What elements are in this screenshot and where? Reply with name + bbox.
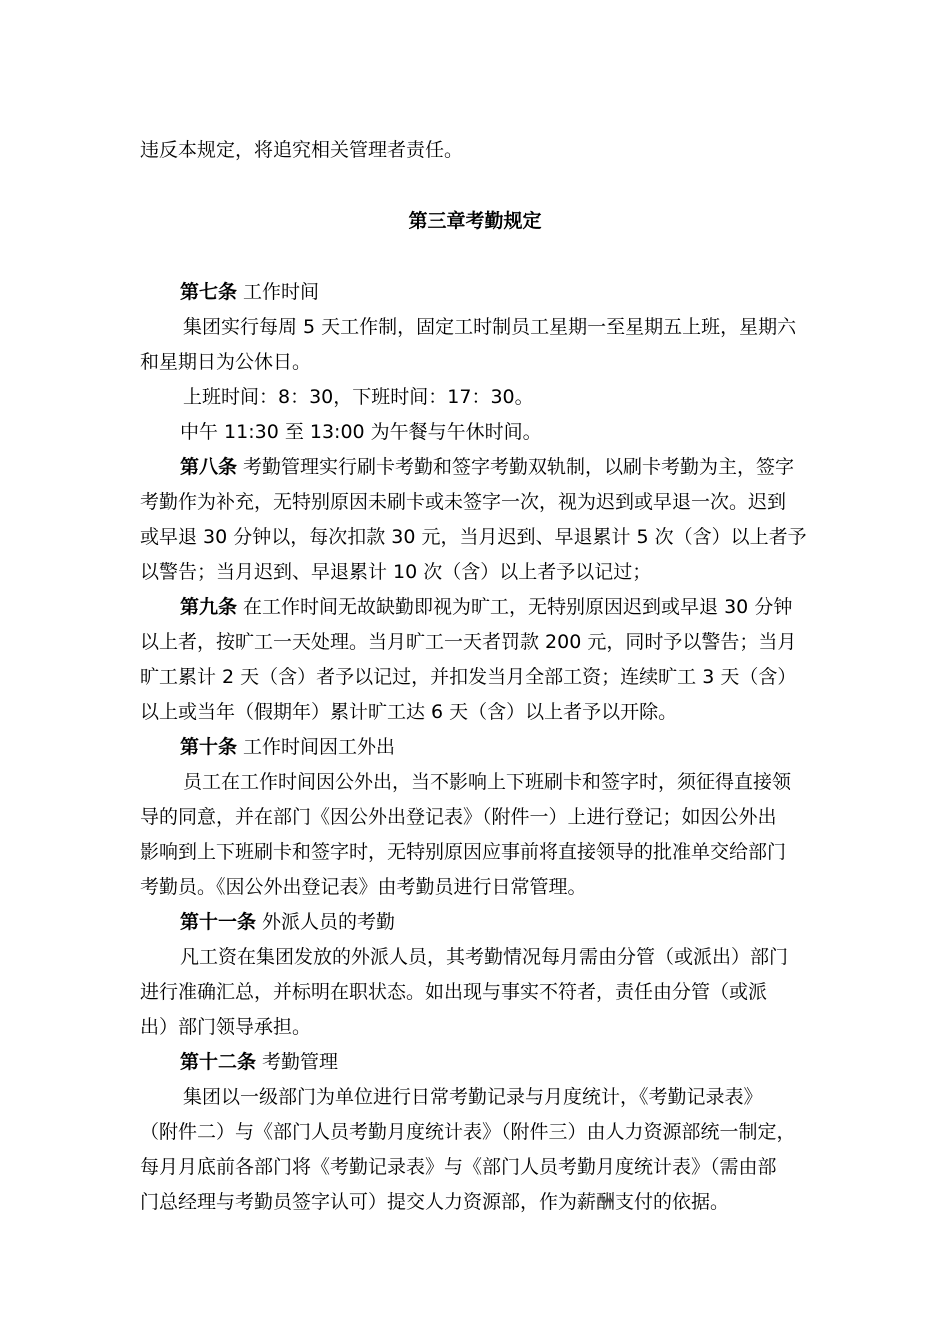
- article-12-title: 考勤管理: [256, 1051, 339, 1073]
- article-9-line-1: [180, 593, 870, 621]
- article-10-label: 第十条: [180, 736, 238, 758]
- article-7-heading-line: [180, 278, 870, 306]
- paragraph-line: 违反本规定，将追究相关管理者责任。: [140, 139, 464, 161]
- paragraph-line: 旷工累计 2 天（含）者予以记过，并扣发当月全部工资；连续旷工 3 天（含）: [140, 666, 797, 688]
- paragraph-line: 影响到上下班刷卡和签字时，无特别原因应事前将直接领导的批准单交给部门: [140, 841, 787, 863]
- paragraph-line: 门总经理与考勤员签字认可）提交人力资源部，作为薪酬支付的依据。: [140, 1191, 730, 1213]
- article-11-heading-line: [180, 908, 870, 936]
- paragraph-line: 员工在工作时间因公外出，当不影响上下班刷卡和签字时，须征得直接领: [183, 771, 792, 793]
- paragraph-line: 导的同意，并在部门《因公外出登记表》（附件一）上进行登记；如因公外出: [140, 806, 777, 828]
- paragraph-line: 和星期日为公休日。: [140, 351, 312, 373]
- paragraph-line: 集团以一级部门为单位进行日常考勤记录与月度统计，《考勤记录表》: [183, 1086, 763, 1108]
- paragraph-line: 考勤作为补充，无特别原因未刷卡或未签字一次，视为迟到或早退一次。迟到: [140, 491, 787, 513]
- chapter-title: 第三章考勤规定: [408, 210, 542, 232]
- paragraph-line: 上班时间：8：30，下班时间：17：30。: [183, 386, 534, 408]
- article-11-title: 外派人员的考勤: [256, 911, 396, 933]
- paragraph-line: 以上者，按旷工一天处理。当月旷工一天者罚款 200 元，同时予以警告；当月: [140, 631, 797, 653]
- paragraph-line: 集团实行每周 5 天工作制，固定工时制员工星期一至星期五上班，星期六: [183, 316, 797, 338]
- paragraph-line: 以上或当年（假期年）累计旷工达 6 天（含）以上者予以开除。: [140, 701, 678, 723]
- article-8-text: 考勤管理实行刷卡考勤和签字考勤双轨制，以刷卡考勤为主，签字: [237, 456, 795, 478]
- paragraph-line: （附件二）与《部门人员考勤月度统计表》（附件三）由人力资源部统一制定，: [140, 1121, 796, 1143]
- paragraph-line: 出）部门领导承担。: [140, 1016, 312, 1038]
- paragraph-line: 以警告；当月迟到、早退累计 10 次（含）以上者予以记过；: [140, 561, 652, 583]
- paragraph-line: 每月月底前各部门将《考勤记录表》与《部门人员考勤月度统计表》（需由部: [140, 1156, 777, 1178]
- paragraph-line: 考勤员。《因公外出登记表》由考勤员进行日常管理。: [140, 876, 587, 898]
- article-11-label: 第十一条: [180, 911, 257, 933]
- article-12-heading-line: [180, 1048, 870, 1076]
- article-8-label: 第八条: [180, 456, 238, 478]
- article-8-line-1: [180, 453, 870, 481]
- paragraph-line: 进行准确汇总，并标明在职状态。如出现与事实不符者，责任由分管（或派: [140, 981, 768, 1003]
- article-10-heading-line: [180, 733, 870, 761]
- paragraph-line: 中午 11:30 至 13:00 为午餐与午休时间。: [180, 421, 542, 443]
- article-7-label: 第七条: [180, 281, 238, 303]
- article-9-text: 在工作时间无故缺勤即视为旷工，无特别原因迟到或早退 30 分钟: [237, 596, 793, 618]
- article-7-title: 工作时间: [237, 281, 320, 303]
- article-9-label: 第九条: [180, 596, 238, 618]
- paragraph-line: 凡工资在集团发放的外派人员，其考勤情况每月需由分管（或派出）部门: [180, 946, 789, 968]
- paragraph-line: 或早退 30 分钟以，每次扣款 30 元，当月迟到、早退累计 5 次（含）以上者予: [140, 526, 807, 548]
- article-12-label: 第十二条: [180, 1051, 257, 1073]
- article-10-title: 工作时间因工外出: [237, 736, 396, 758]
